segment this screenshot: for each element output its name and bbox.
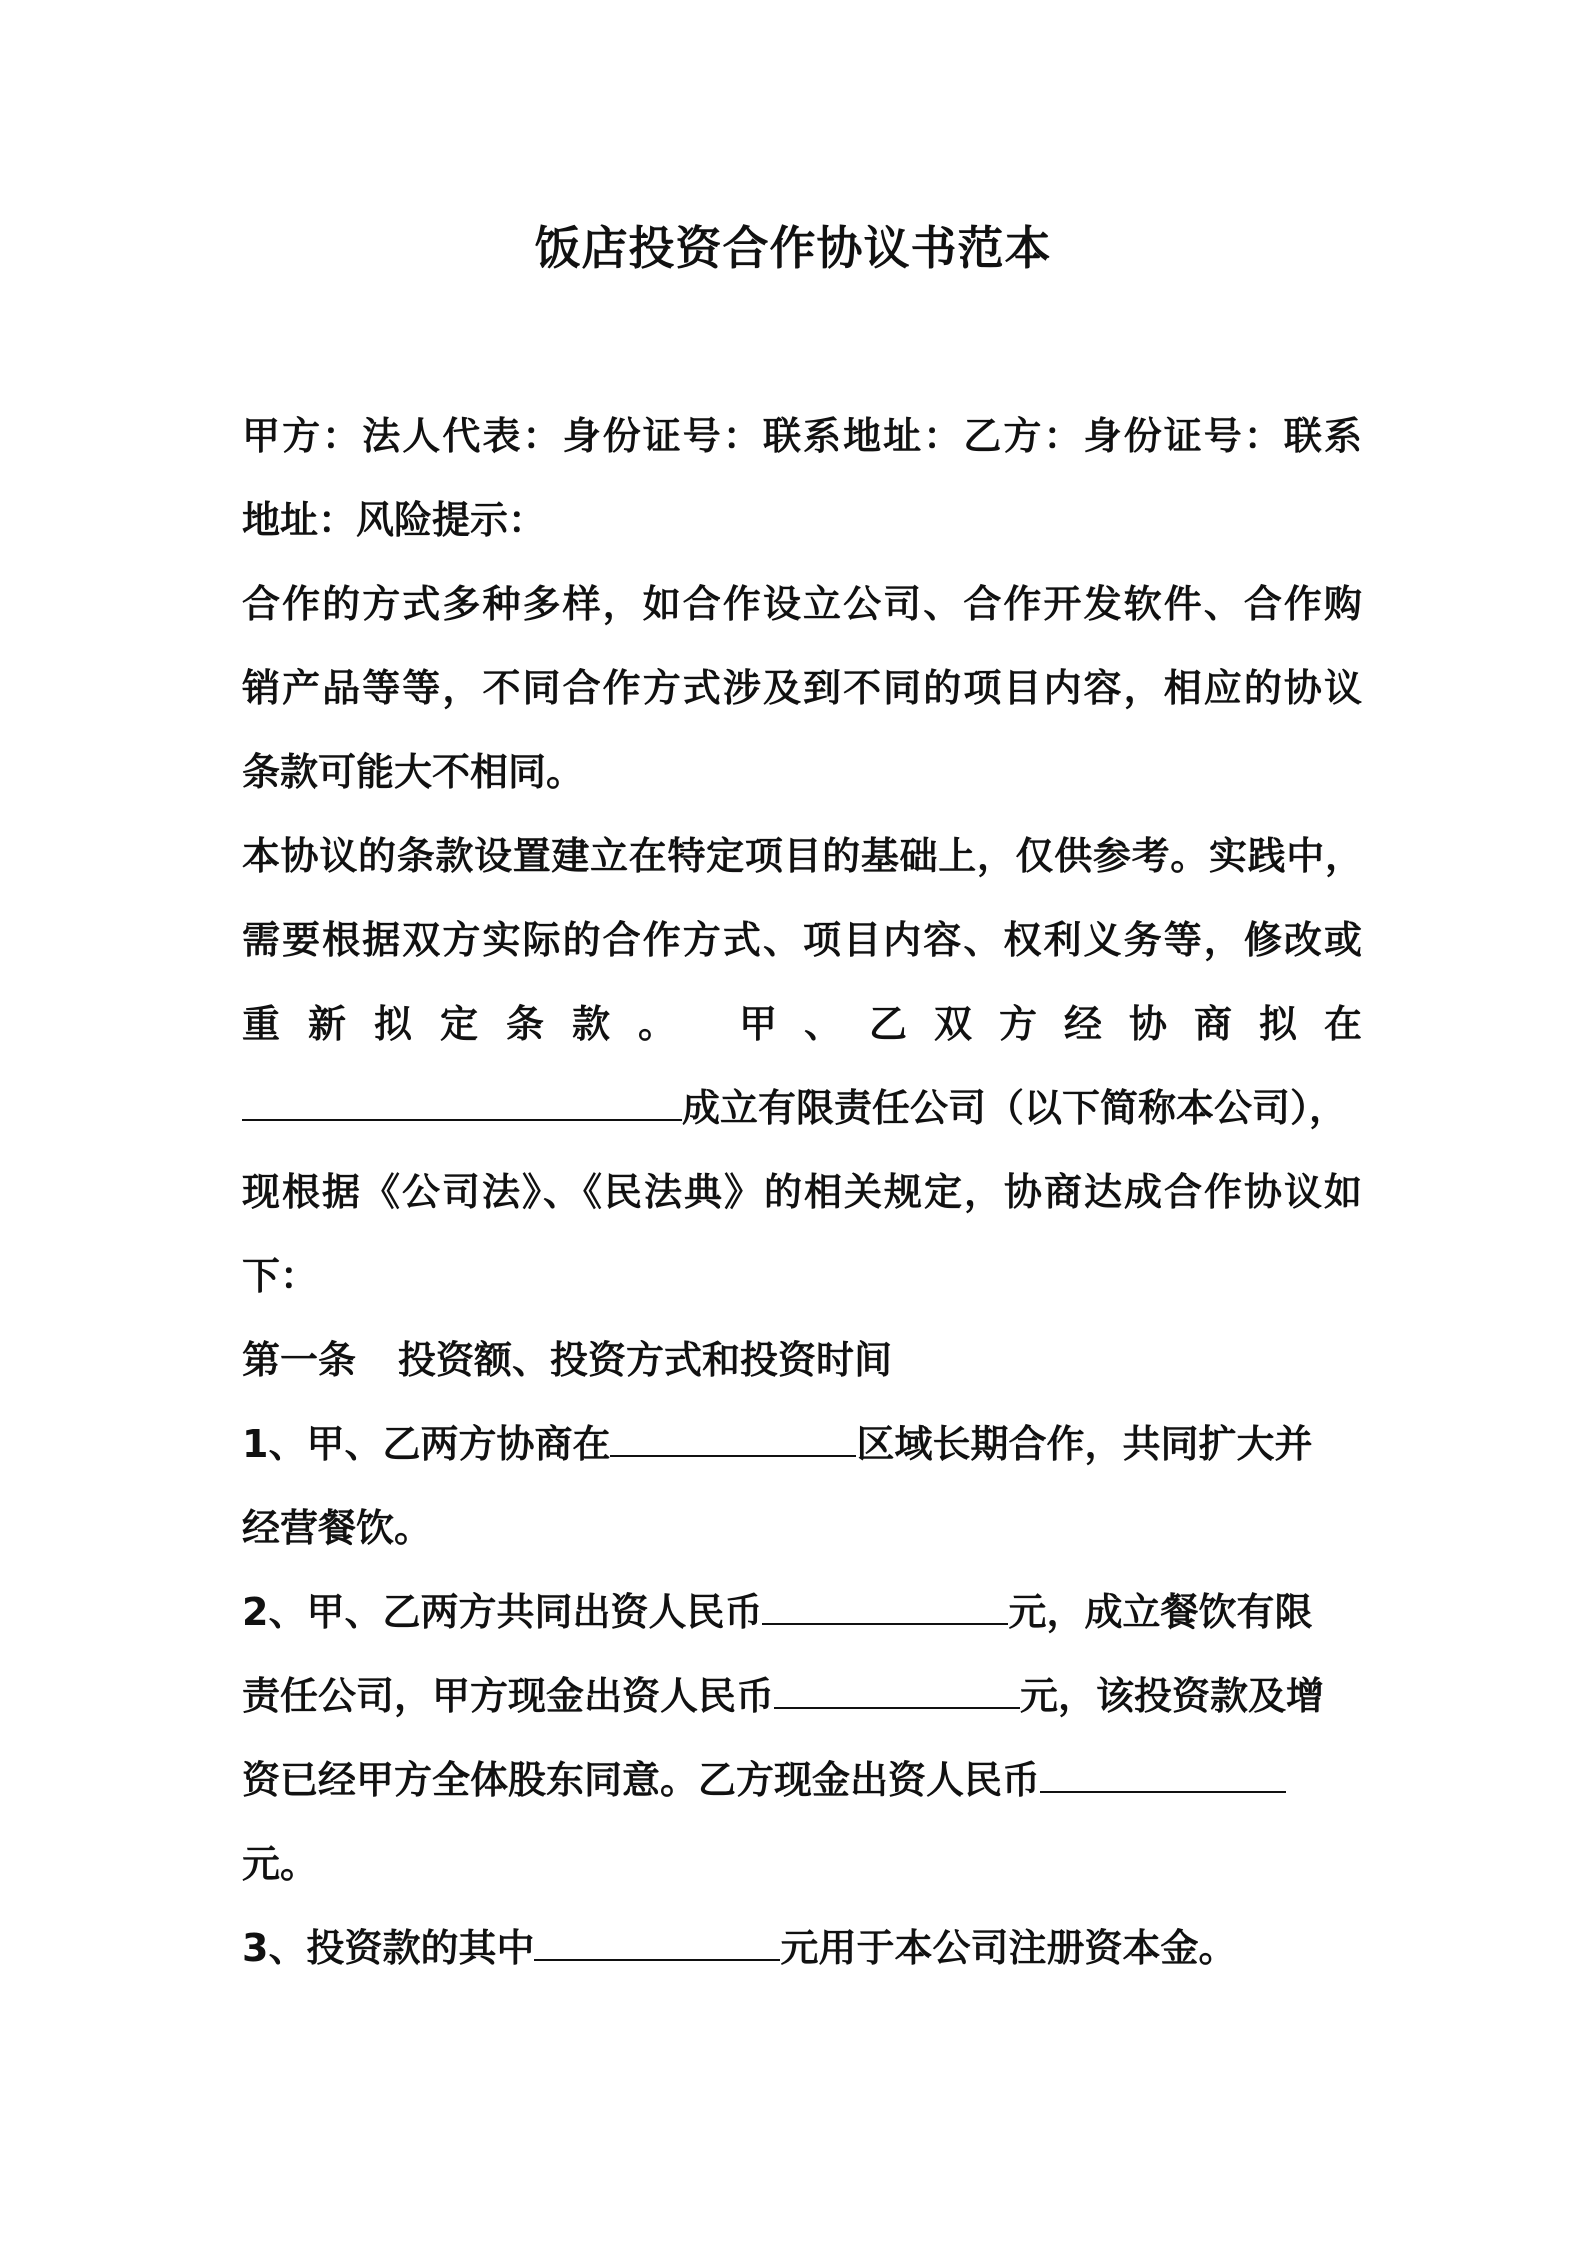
total-investment-blank[interactable] [762, 1587, 1008, 1625]
item-3-text-a: 3、投资款的其中 [242, 1926, 535, 1970]
item-1-text-b: 区域长期合作，共同扩大并 [856, 1422, 1313, 1466]
item-2-line-4: 元。 [242, 1842, 319, 1886]
item-2-line-2 [242, 1670, 1362, 1722]
intro-line-3: 下： [242, 1254, 319, 1298]
document-title: 饭店投资合作协议书范本 [534, 221, 1052, 275]
item-2-line-3 [242, 1754, 1362, 1806]
item-2-text-a: 2、甲、乙两方共同出资人民币 [242, 1590, 763, 1634]
risk-paragraph-2-line-3-b: 甲、乙双方经协商拟在 [738, 1002, 1389, 1046]
risk-paragraph-2-line-1: 本协议的条款设置建立在特定项目的基础上，仅供参考。实践中， [242, 834, 1362, 878]
item-3-text-b: 元用于本公司注册资本金。 [780, 1926, 1237, 1970]
parties-line-1: 甲方：法人代表：身份证号：联系地址：乙方：身份证号：联系 [242, 414, 1362, 458]
registered-capital-blank[interactable] [534, 1923, 780, 1961]
risk-paragraph-2-line-2: 需要根据双方实际的合作方式、项目内容、权利义务等，修改或 [242, 918, 1362, 962]
party-a-investment-blank[interactable] [774, 1671, 1020, 1709]
risk-paragraph-2-line-3-a: 重新拟定条款。 [242, 1002, 705, 1046]
risk-paragraph-1-line-2: 销产品等等，不同合作方式涉及到不同的项目内容，相应的协议 [242, 666, 1362, 710]
item-2-line-2-text-a: 责任公司，甲方现金出资人民币 [242, 1674, 775, 1718]
intro-line-2: 现根据《公司法》、《民法典》的相关规定，协商达成合作协议如 [242, 1170, 1362, 1214]
cooperation-region-blank[interactable] [610, 1419, 856, 1457]
party-b-investment-blank[interactable] [1040, 1755, 1286, 1793]
risk-paragraph-1-line-3: 条款可能大不相同。 [242, 750, 585, 794]
item-1-line-1 [242, 1418, 1362, 1470]
item-2-text-b: 元，成立餐饮有限 [1008, 1590, 1313, 1634]
parties-line-2: 地址：风险提示： [242, 498, 547, 542]
risk-paragraph-1-line-1: 合作的方式多种多样，如合作设立公司、合作开发软件、合作购 [242, 582, 1362, 626]
risk-paragraph-2-line-3 [242, 998, 1389, 1050]
company-location-blank[interactable] [242, 1083, 682, 1121]
item-2-line-1 [242, 1586, 1362, 1638]
intro-line-1 [242, 1082, 1362, 1134]
item-1-line-2: 经营餐饮。 [242, 1506, 433, 1550]
item-2-line-2-text-b: 元，该投资款及增 [1020, 1674, 1325, 1718]
article-1-label: 第一条 [242, 1338, 357, 1382]
intro-line-1-text: 成立有限责任公司（以下简称本公司）， [682, 1086, 1348, 1130]
item-3-line-1 [242, 1922, 1362, 1974]
article-1-heading [242, 1334, 1362, 1386]
article-1-title: 投资额、投资方式和投资时间 [398, 1338, 893, 1382]
item-1-text-a: 1、甲、乙两方协商在 [242, 1422, 611, 1466]
item-2-line-3-text: 资已经甲方全体股东同意。乙方现金出资人民币 [242, 1758, 1041, 1802]
